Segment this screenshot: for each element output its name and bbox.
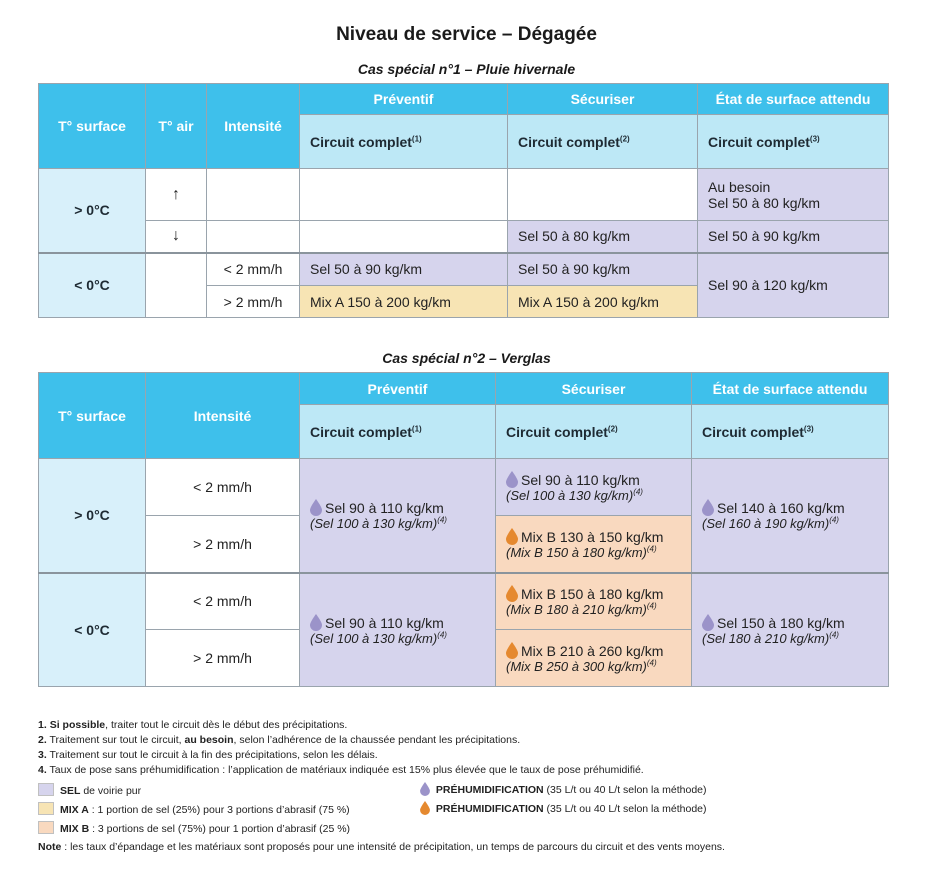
header-securiser: Sécuriser xyxy=(496,373,692,405)
legend-prehum-orange: PRÉHUMIDIFICATION (35 L/t ou 40 L/t selon la méthode) xyxy=(420,801,707,815)
intensity-lt2: < 2 mm/h xyxy=(207,253,300,286)
row-label-neg-temp: < 0°C xyxy=(39,573,146,687)
table-verglas xyxy=(38,372,889,687)
purple-drop-icon xyxy=(702,614,714,631)
mixb-swatch xyxy=(38,821,54,834)
legend-note: Note : les taux d’épandage et les matériaux sont proposés pour une intensité de précipitation, un temps de parcours du circuit et des vents moyens. xyxy=(38,841,725,853)
cell-etat-neg: Sel 90 à 120 kg/km xyxy=(698,253,889,318)
subheader-circuit-3: Circuit complet$^{(3)}$ xyxy=(692,405,889,459)
row-label-pos-temp: > 0°C xyxy=(39,169,146,253)
cell-prev-neg-lt2: Sel 50 à 90 kg/km xyxy=(300,253,508,286)
orange-drop-icon xyxy=(506,585,518,602)
footnote-1: 1. Si possible, traiter tout le circuit dès le début des précipitations. xyxy=(38,719,348,731)
cell-prev-pos: Sel 90 à 110 kg/km (Sel 100 à 130 kg/km)$^{(4)}$ xyxy=(300,459,496,573)
table1-subtitle: Cas spécial n°1 – Pluie hivernale xyxy=(357,61,576,77)
row-label-neg-temp: < 0°C xyxy=(39,253,146,318)
row-label-pos-temp: > 0°C xyxy=(39,459,146,573)
cell-sec-neg-lt2: Mix B 150 à 180 kg/km (Mix B 180 à 210 kg/km)$^{(4)}$ xyxy=(496,573,692,630)
mixa-swatch xyxy=(38,802,54,815)
arrow-up-icon: ↑ xyxy=(146,169,207,221)
empty-cell xyxy=(508,169,698,221)
sel-swatch xyxy=(38,783,54,796)
cell-sec-pos-down: Sel 50 à 80 kg/km xyxy=(508,221,698,253)
cell-sec-neg-gt2: Mix A 150 à 200 kg/km xyxy=(508,286,698,318)
legend-prehum-purple: PRÉHUMIDIFICATION (35 L/t ou 40 L/t selon la méthode) xyxy=(420,782,707,796)
header-t-air: T° air xyxy=(146,84,207,169)
header-preventif: Préventif xyxy=(300,84,508,115)
empty-cell xyxy=(207,169,300,221)
cell-etat-neg: Sel 150 à 180 kg/km (Sel 180 à 210 kg/km)$^{(4)}$ xyxy=(692,573,889,687)
purple-drop-icon xyxy=(702,499,714,516)
footnote-3: 3. Traitement sur tout le circuit à la fin des précipitations, selon les délais. xyxy=(38,749,378,761)
table2-subtitle: Cas spécial n°2 – Verglas xyxy=(382,350,551,366)
cell-sec-pos-gt2: Mix B 130 à 150 kg/km (Mix B 150 à 180 kg/km)$^{(4)}$ xyxy=(496,516,692,573)
cell-etat-pos: Sel 140 à 160 kg/km (Sel 160 à 190 kg/km)$^{(4)}$ xyxy=(692,459,889,573)
empty-cell xyxy=(300,169,508,221)
page-title: Niveau de service – Dégagée xyxy=(336,24,597,45)
cell-sec-neg-lt2: Sel 50 à 90 kg/km xyxy=(508,253,698,286)
legend-sel: SEL de voirie pur xyxy=(38,783,141,797)
cell-sec-neg-gt2: Mix B 210 à 260 kg/km (Mix B 250 à 300 kg/km)$^{(4)}$ xyxy=(496,630,692,687)
empty-cell xyxy=(300,221,508,253)
header-t-surface: T° surface xyxy=(39,84,146,169)
table-pluie-hivernale xyxy=(38,83,889,318)
purple-drop-icon xyxy=(506,471,518,488)
arrow-down-icon: ↓ xyxy=(146,221,207,253)
purple-drop-icon xyxy=(310,614,322,631)
subheader-circuit-3: Circuit complet$^{(3)}$ xyxy=(698,115,889,169)
empty-cell xyxy=(207,221,300,253)
legend-mixb: MIX B : 3 portions de sel (75%) pour 1 portion d’abrasif (25 %) xyxy=(38,821,350,835)
cell-prev-neg-gt2: Mix A 150 à 200 kg/km xyxy=(300,286,508,318)
subheader-circuit-1: Circuit complet$^{(1)}$ xyxy=(300,115,508,169)
footnote-2: 2. Traitement sur tout le circuit, au besoin, selon l’adhérence de la chaussée pendant les précipitations. xyxy=(38,734,521,746)
subheader-circuit-2: Circuit complet$^{(2)}$ xyxy=(496,405,692,459)
header-securiser: Sécuriser xyxy=(508,84,698,115)
purple-drop-icon xyxy=(420,782,430,796)
header-intensite: Intensité xyxy=(207,84,300,169)
header-etat: État de surface attendu xyxy=(692,373,889,405)
intensity-gt2: > 2 mm/h xyxy=(207,286,300,318)
empty-cell xyxy=(146,253,207,318)
legend-mixa: MIX A : 1 portion de sel (25%) pour 3 portions d’abrasif (75 %) xyxy=(38,802,350,816)
subheader-circuit-1: Circuit complet$^{(1)}$ xyxy=(300,405,496,459)
header-t-surface: T° surface xyxy=(39,373,146,459)
subheader-circuit-2: Circuit complet$^{(2)}$ xyxy=(508,115,698,169)
purple-drop-icon xyxy=(310,499,322,516)
cell-sec-pos-lt2: Sel 90 à 110 kg/km (Sel 100 à 130 kg/km)$^{(4)}$ xyxy=(496,459,692,516)
orange-drop-icon xyxy=(506,528,518,545)
orange-drop-icon xyxy=(420,801,430,815)
cell-etat-pos-up: Au besoin Sel 50 à 80 kg/km xyxy=(698,169,889,221)
intensity-gt2: > 2 mm/h xyxy=(146,516,300,573)
footnotes xyxy=(38,718,644,778)
orange-drop-icon xyxy=(506,642,518,659)
intensity-lt2: < 2 mm/h xyxy=(146,573,300,630)
footnote-4: 4. Taux de pose sans préhumidification : l’application de matériaux indiquée est 15% plus élevée que le taux de pose préhumidifié. xyxy=(38,764,644,776)
header-etat: État de surface attendu xyxy=(698,84,889,115)
intensity-gt2: > 2 mm/h xyxy=(146,630,300,687)
header-preventif: Préventif xyxy=(300,373,496,405)
header-intensite: Intensité xyxy=(146,373,300,459)
cell-prev-neg: Sel 90 à 110 kg/km (Sel 100 à 130 kg/km)$^{(4)}$ xyxy=(300,573,496,687)
intensity-lt2: < 2 mm/h xyxy=(146,459,300,516)
cell-etat-pos-down: Sel 50 à 90 kg/km xyxy=(698,221,889,253)
